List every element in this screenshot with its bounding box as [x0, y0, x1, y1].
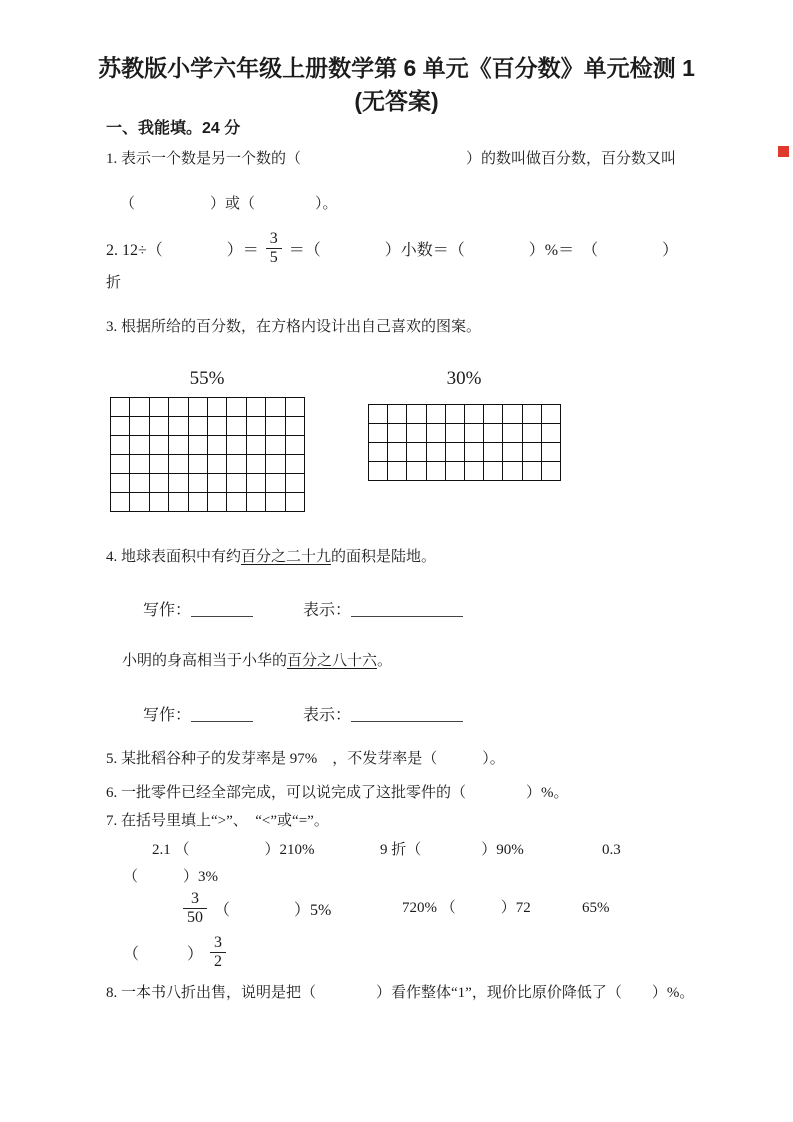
- grid-cell: [188, 492, 207, 511]
- grid-cell: [188, 473, 207, 492]
- grid-cell: [265, 454, 284, 473]
- grid-cell: [541, 404, 560, 423]
- question-4-sentence-1: [106, 548, 436, 567]
- grid-cell: [246, 492, 265, 511]
- express-blank: [351, 601, 463, 617]
- grid-cell: [110, 473, 129, 492]
- grid-cell: [483, 442, 502, 461]
- grid-cell: [168, 397, 187, 416]
- fraction-three-fiftieths: [183, 890, 207, 927]
- grid-cell: [445, 461, 464, 480]
- fraction-denominator: 2: [210, 952, 226, 971]
- grid-cell: [502, 423, 521, 442]
- write-express-line-1: [143, 597, 463, 620]
- grid-cell: [168, 492, 187, 511]
- question-2-wrap-word: 折: [106, 275, 122, 291]
- fraction-numerator: 3: [269, 229, 278, 247]
- grid-cell: [265, 435, 284, 454]
- grid-cell: [207, 492, 226, 511]
- write-label: 写作：: [143, 602, 192, 619]
- grid-cell: [541, 423, 560, 442]
- grid-cell: [149, 416, 168, 435]
- grid-cell: [285, 416, 304, 435]
- grid-cell: [464, 404, 483, 423]
- grid-cell: [387, 404, 406, 423]
- grid-cell: [541, 442, 560, 461]
- question-4-sentence-2: [122, 652, 392, 671]
- grid-cell: [522, 423, 541, 442]
- q4-underlined-phrase: 百分之二十九: [241, 549, 332, 565]
- grid-cell: [207, 435, 226, 454]
- grid-cell: [226, 416, 245, 435]
- grid-cell: [483, 423, 502, 442]
- grid-cell: [110, 397, 129, 416]
- grid-cell: [110, 435, 129, 454]
- fraction-denominator: 50: [183, 908, 207, 927]
- grid-cell: [406, 442, 425, 461]
- grid-cell: [406, 461, 425, 480]
- grid-cell: [246, 397, 265, 416]
- q4-prefix: 4. 地球表面积中有约: [106, 549, 242, 565]
- question-3: 3. 根据所给的百分数，在方格内设计出自己喜欢的图案。: [106, 319, 482, 335]
- grid-cell: [149, 435, 168, 454]
- red-marker: [778, 146, 789, 157]
- fraction-numerator: 3: [214, 933, 223, 951]
- grid-cell: [188, 454, 207, 473]
- grid-cell: [265, 492, 284, 511]
- percent-label-55: 55%: [189, 368, 225, 389]
- design-grid-55: [110, 397, 305, 512]
- grid-cell: [426, 423, 445, 442]
- q7-compare-5: 720% （ ）72: [402, 900, 531, 916]
- grid-cell: [149, 492, 168, 511]
- grid-cell: [265, 416, 284, 435]
- express-blank-2: [351, 706, 463, 722]
- write-label-2: 写作：: [143, 707, 192, 724]
- grid-cell: [226, 397, 245, 416]
- q4-suffix-2: 。: [377, 653, 393, 669]
- grid-cell: [149, 397, 168, 416]
- q7-compare-6-text: （ ）: [123, 945, 204, 963]
- question-7-intro: 7. 在括号里填上“>”、 “<”或“=”。: [106, 813, 329, 829]
- q7-compare-3-right: （ ）3%: [123, 869, 218, 885]
- grid-cell: [129, 397, 148, 416]
- fraction-denominator: 5: [266, 248, 282, 267]
- write-express-line-2: [143, 702, 463, 725]
- grid-cell: [246, 473, 265, 492]
- grid-cell: [207, 416, 226, 435]
- q7-compare-4: [176, 888, 331, 928]
- grid-cell: [285, 397, 304, 416]
- question-1-line-1: 1. 表示一个数是另一个数的（ ）的数叫做百分数，百分数又叫: [106, 151, 677, 167]
- grid-cell: [445, 442, 464, 461]
- grid-cell: [522, 404, 541, 423]
- design-grid-30: [368, 404, 561, 481]
- grid-cell: [522, 461, 541, 480]
- grid-cell: [285, 454, 304, 473]
- grid-cell: [522, 442, 541, 461]
- page-title-line2: (无答案): [354, 88, 439, 114]
- grid-cell: [464, 442, 483, 461]
- grid-cell: [464, 423, 483, 442]
- grid-cell: [426, 461, 445, 480]
- grid-cell: [265, 473, 284, 492]
- express-label-2: 表示：: [303, 707, 352, 724]
- grid-cell: [502, 404, 521, 423]
- page-title: 苏教版小学六年级上册数学第 6 单元《百分数》单元检测 1: [98, 55, 695, 81]
- question-2: [106, 225, 678, 271]
- grid-cell: [368, 423, 387, 442]
- grid-cell: [207, 454, 226, 473]
- grid-cell: [368, 404, 387, 423]
- question-8: 8. 一本书八折出售，说明是把（ ）看作整体“1”，现价比原价降低了（ ）%。: [106, 985, 695, 1001]
- grid-cell: [168, 416, 187, 435]
- q7-compare-1: 2.1 （ ）210%: [152, 842, 315, 858]
- question-1-line-2: （ ）或（ ）。: [120, 196, 338, 212]
- grid-cell: [426, 442, 445, 461]
- grid-cell: [406, 404, 425, 423]
- express-label: 表示：: [303, 602, 352, 619]
- grid-cell: [129, 435, 148, 454]
- q7-compare-4-text: （ ）5%: [214, 901, 332, 919]
- grid-cell: [110, 492, 129, 511]
- grid-cell: [188, 397, 207, 416]
- grid-cell: [129, 473, 148, 492]
- grid-cell: [226, 435, 245, 454]
- grid-cell: [368, 461, 387, 480]
- grid-cell: [426, 404, 445, 423]
- grid-cell: [285, 473, 304, 492]
- write-blank-2: [191, 706, 253, 722]
- grid-cell: [445, 404, 464, 423]
- percent-label-30: 30%: [446, 368, 482, 389]
- grid-cell: [483, 461, 502, 480]
- grid-cell: [285, 492, 304, 511]
- write-blank: [191, 601, 253, 617]
- grid-cell: [149, 454, 168, 473]
- grid-cell: [246, 416, 265, 435]
- fraction-numerator: 3: [191, 889, 199, 907]
- grid-cell: [502, 442, 521, 461]
- grid-cell: [168, 435, 187, 454]
- grid-cell: [207, 473, 226, 492]
- question-5: 5. 某批稻谷种子的发芽率是 97% ，不发芽率是（ ）。: [106, 751, 505, 767]
- grid-cell: [188, 416, 207, 435]
- grid-cell: [368, 442, 387, 461]
- fraction-three-halves: [210, 934, 226, 971]
- grid-cell: [129, 454, 148, 473]
- fraction-three-fifths: [266, 230, 282, 267]
- grid-cell: [502, 461, 521, 480]
- grid-cell: [387, 442, 406, 461]
- grid-cell: [226, 473, 245, 492]
- grid-cell: [129, 416, 148, 435]
- grid-cell: [110, 454, 129, 473]
- q7-compare-6-left: 65%: [582, 900, 610, 916]
- grid-cell: [226, 454, 245, 473]
- grid-cell: [168, 454, 187, 473]
- grid-cell: [387, 423, 406, 442]
- grid-cell: [226, 492, 245, 511]
- grid-cell: [188, 435, 207, 454]
- grid-cell: [110, 416, 129, 435]
- grid-cell: [483, 404, 502, 423]
- question-2-before: 2. 12÷（ ）＝: [106, 241, 259, 259]
- question-6: 6. 一批零件已经全部完成，可以说完成了这批零件的（ ）%。: [106, 785, 569, 801]
- grid-cell: [246, 435, 265, 454]
- grid-cell: [129, 492, 148, 511]
- grid-cell: [207, 397, 226, 416]
- section-heading: 一、我能填。24 分: [106, 120, 241, 137]
- q4-suffix: 的面积是陆地。: [331, 549, 437, 565]
- grid-cell: [445, 423, 464, 442]
- q7-compare-2: 9 折（ ）90%: [380, 842, 524, 858]
- grid-cell: [387, 461, 406, 480]
- grid-cell: [285, 435, 304, 454]
- grid-cell: [246, 454, 265, 473]
- grid-cell: [168, 473, 187, 492]
- q4-prefix-2: 小明的身高相当于小华的: [122, 653, 288, 669]
- grid-cell: [265, 397, 284, 416]
- grid-cell: [406, 423, 425, 442]
- grid-cell: [541, 461, 560, 480]
- question-2-after: ＝（ ）小数＝（ ）%＝ （ ）: [288, 241, 679, 259]
- q4-underlined-phrase-2: 百分之八十六: [287, 653, 378, 669]
- q7-compare-3-left: 0.3: [602, 842, 621, 858]
- grid-cell: [464, 461, 483, 480]
- q7-compare-6-right: [123, 930, 233, 974]
- grid-cell: [149, 473, 168, 492]
